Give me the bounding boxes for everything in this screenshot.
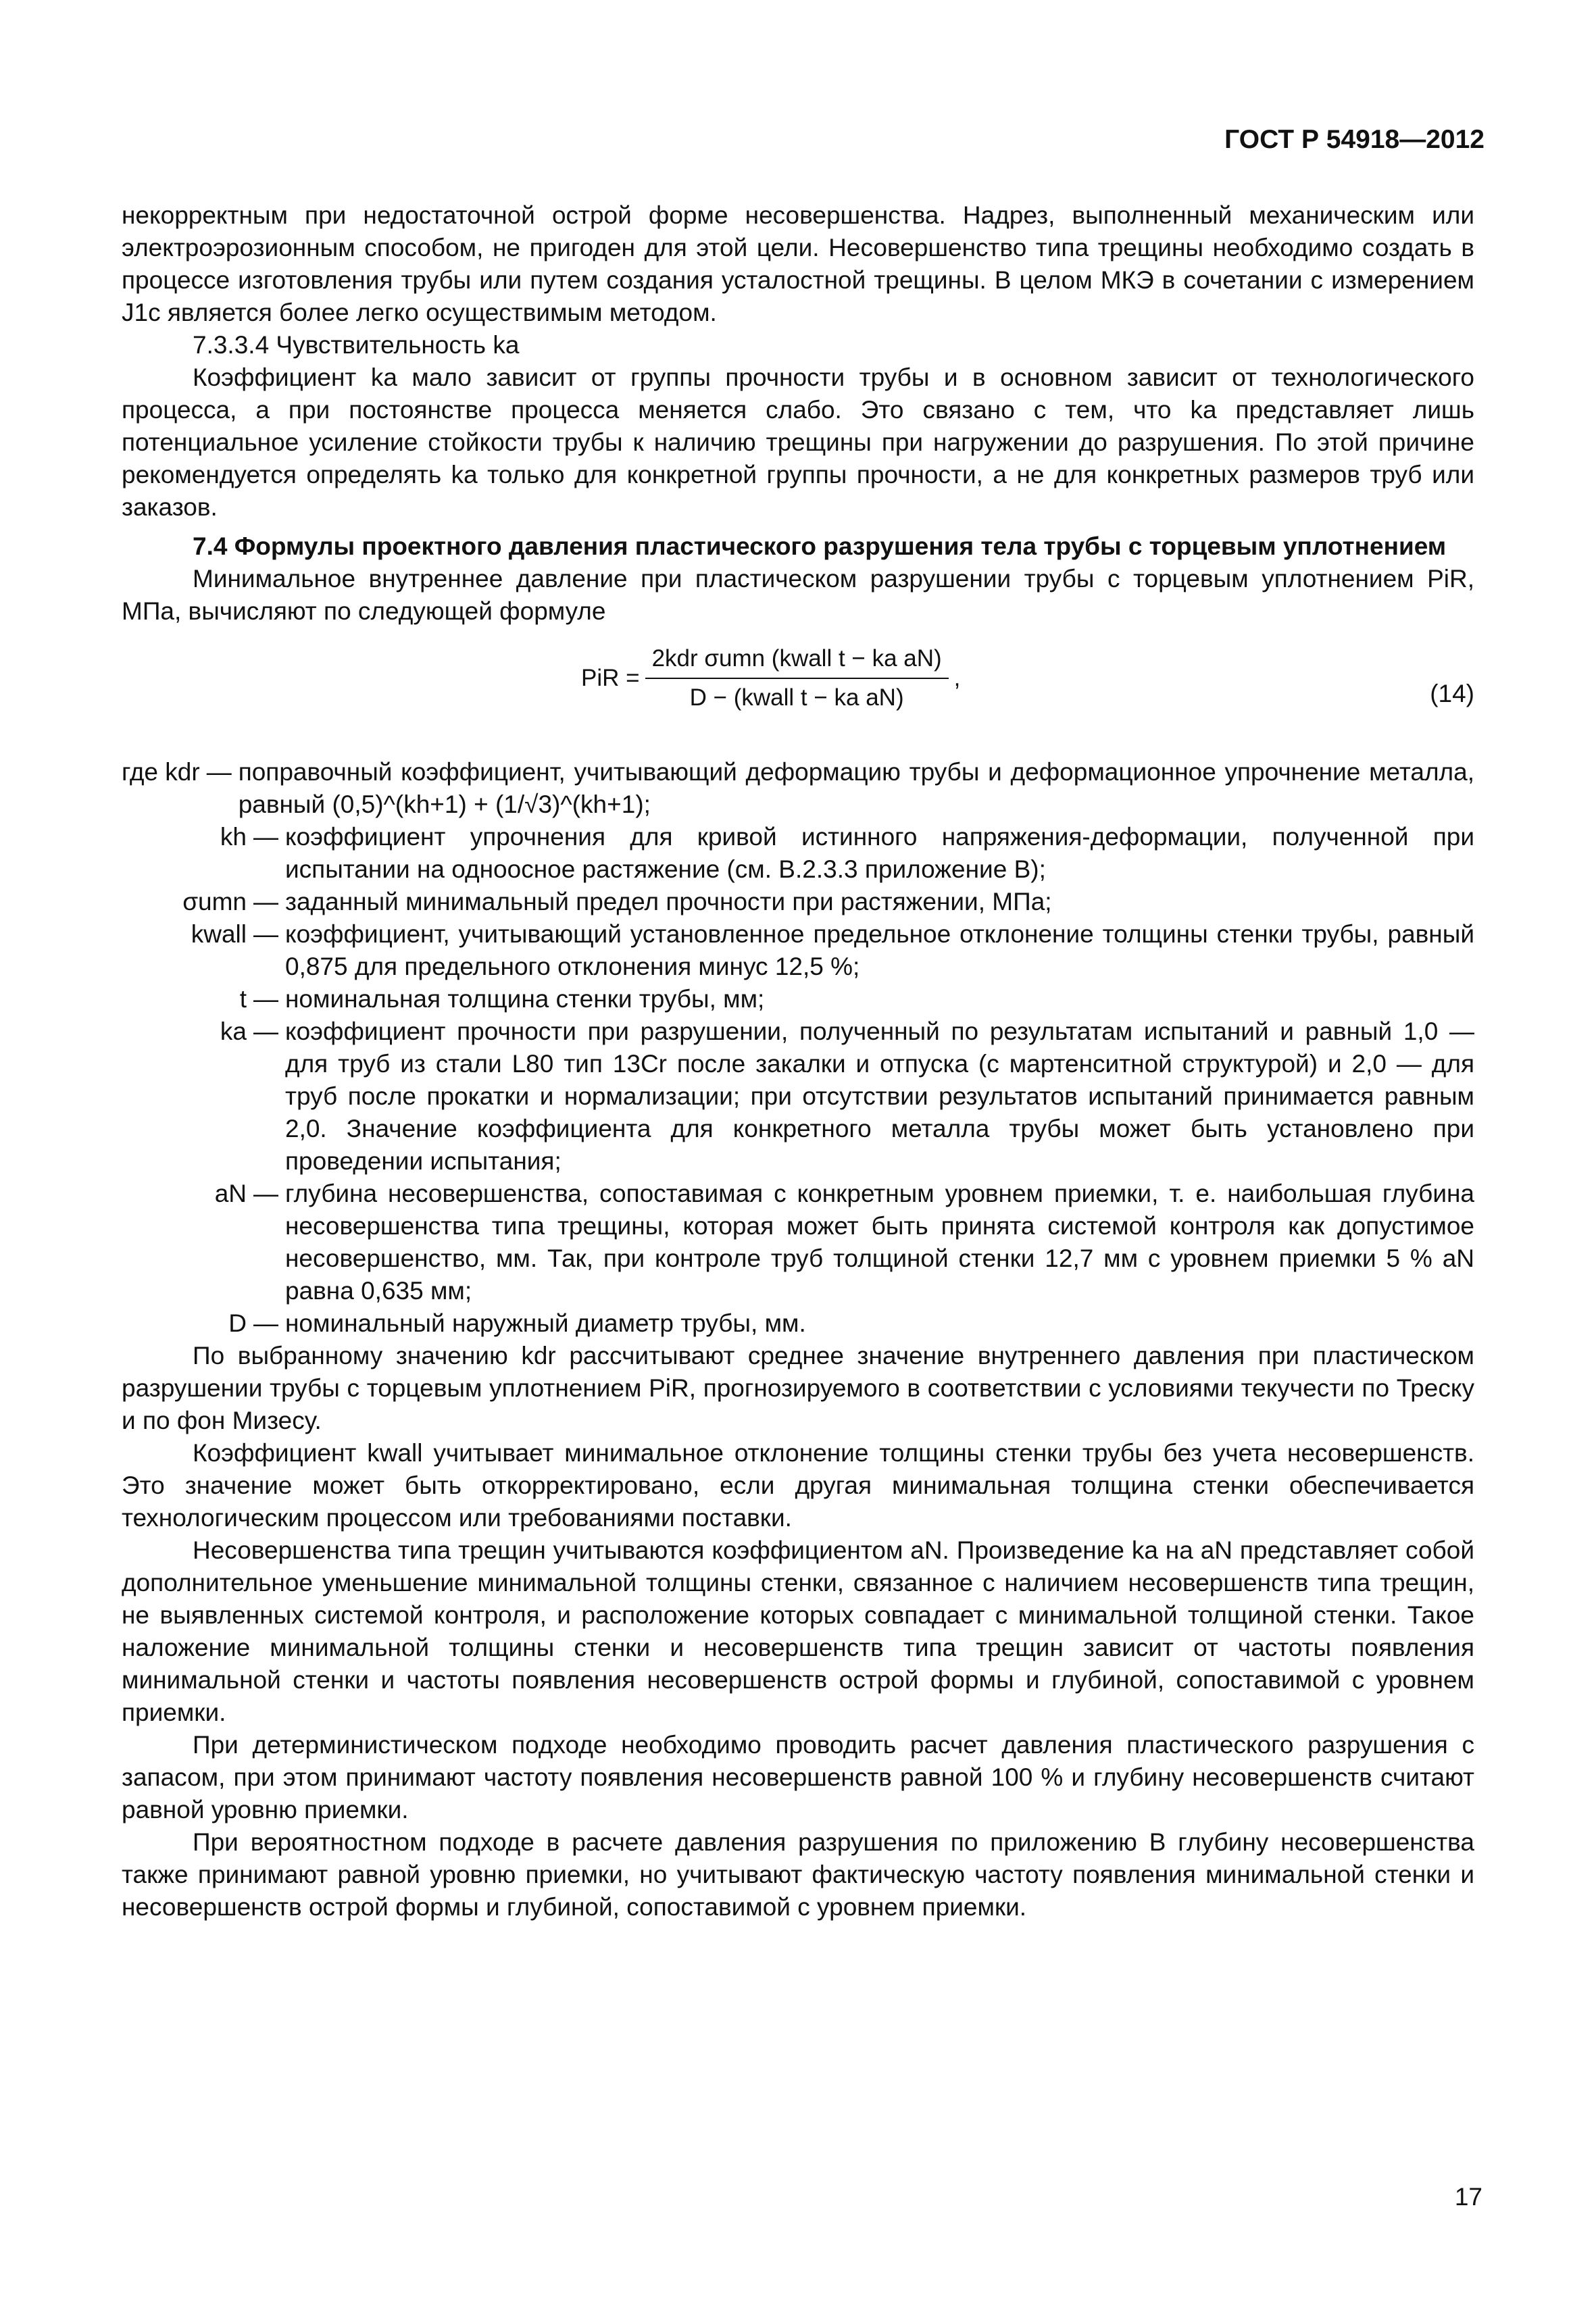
definition-symbol: t — [239, 985, 247, 1013]
standard-id: ГОСТ Р 54918—2012 — [1224, 125, 1485, 154]
formula-numerator: 2kdr σumn (kwall t − ka aN) — [645, 643, 949, 679]
definitions-list — [122, 756, 1474, 1340]
formula-comma: , — [953, 665, 961, 691]
paragraph: Коэффициент kwall учитывает минимальное отклонение толщины стенки трубы без учета несовершенств. Это значение может быть откорректировано, если другая минимальная толщина стенки обеспечивается технологическим процессом или требованиями поставки. — [122, 1439, 1474, 1532]
definition-text: коэффициент упрочнения для кривой истинного напряжения-деформации, полученной при испытании на одноосное растяжение (см. В.2.3.3 приложение В); — [285, 823, 1474, 883]
paragraph: При вероятностном подходе в расчете давления разрушения по приложению В глубину несовершенства также принимают равной уровню приемки, но учитывают фактическую частоту появления минимальной стенки и несовершенств острой формы и глубиной, сопоставимой с уровнем приемки. — [122, 1828, 1474, 1921]
definition-text: поправочный коэффициент, учитывающий деформацию трубы и деформационное упрочнение металла, равный (0,5)^(kh+1) + (1/√3)^(kh+1); — [238, 758, 1474, 818]
definition-symbol: σumn — [182, 888, 247, 915]
definition-text: номинальная толщина стенки трубы, мм; — [285, 985, 765, 1013]
definition-symbol: ka — [220, 1017, 247, 1045]
formula-lhs: PiR = — [581, 665, 640, 691]
definition-text: коэффициент, учитывающий установленное предельное отклонение толщины стенки трубы, равный 0,875 для предельного отклонения минус 12,5 %; — [285, 920, 1474, 980]
definition-dash: — — [253, 888, 278, 915]
document-body — [122, 199, 1474, 1923]
definition-item — [122, 1178, 1474, 1307]
definition-symbol: D — [228, 1309, 247, 1337]
formula-number: (14) — [1430, 680, 1474, 707]
definition-text: глубина несовершенства, сопоставимая с конкретным уровнем приемки, т. е. наибольшая глубина несовершенства типа трещины, которая может быть принята системой контроля как допустимое несовершенство, мм. Так, при контроле труб толщиной стенки 12,7 мм с уровнем приемки 5 % aN равна 0,635 мм; — [285, 1180, 1474, 1305]
definition-text: заданный минимальный предел прочности при растяжении, МПа; — [285, 888, 1052, 915]
formula-block — [122, 630, 1474, 749]
formula-fraction — [645, 643, 949, 714]
definition-symbol: aN — [214, 1180, 247, 1207]
definition-dash: — — [253, 920, 278, 948]
paragraph: Коэффициент ka мало зависит от группы прочности трубы и в основном зависит от технологического процесса, а при постоянстве процесса меняется слабо. Это связано с тем, что ka представляет лишь потенциальное усиление стойкости трубы к наличию трещины при нагружении до разрушения. По этой причине рекомендуется определять ka только для конкретной группы прочности, а не для конкретных размеров труб или заказов. — [122, 363, 1474, 521]
paragraph: некорректным при недостаточной острой форме несовершенства. Надрез, выполненный механическим или электроэрозионным способом, не пригоден для этой цели. Несовершенство типа трещины необходимо создать в процессе изготовления трубы или путем создания усталостной трещины. В целом МКЭ в сочетании с измерением J1c является более легко осуществимым методом. — [122, 201, 1474, 326]
definition-item — [122, 918, 1474, 983]
section-heading: 7.4 Формулы проектного давления пластического разрушения тела трубы с торцевым уплотнением — [193, 532, 1447, 560]
definition-item — [122, 1307, 1474, 1340]
formula — [581, 643, 960, 714]
paragraph: Минимальное внутреннее давление при пластическом разрушении трубы с торцевым уплотнением PiR, МПа, вычисляют по следующей формуле — [122, 565, 1474, 625]
definition-item — [122, 886, 1474, 918]
paragraph: При детерминистическом подходе необходимо проводить расчет давления пластического разрушения с запасом, при этом принимают частоту появления несовершенств равной 100 % и глубину несовершенств считают равной уровню приемки. — [122, 1731, 1474, 1823]
definition-text: коэффициент прочности при разрушении, полученный по результатам испытаний и равный 1,0 — для труб из стали L80 тип 13Cr после закалки и отпуска (с мартенситной структурой) и 2,0 — для труб после прокатки и нормализации; при отсутствии результатов испытаний принимается равным 2,0. Значение коэффициента для конкретного металла трубы может быть установлено при проведении испытания; — [285, 1017, 1474, 1175]
definition-dash: — — [206, 758, 232, 786]
definition-item — [122, 983, 1474, 1015]
definition-symbol: kwall — [191, 920, 247, 948]
paragraph: Несовершенства типа трещин учитываются коэффициентом aN. Произведение ka на aN представляет собой дополнительное уменьшение минимальной толщины стенки, связанное с наличием несовершенств типа трещин, не выявленных системой контроля, и расположение которых совпадает с минимальной толщиной стенки. Такое наложение минимальной толщины стенки и несовершенств типа трещин зависит от частоты появления минимальной стенки и частоты появления несовершенств острой формы и глубиной, сопоставимой с уровнем приемки. — [122, 1536, 1474, 1726]
paragraph: По выбранному значению kdr рассчитывают среднее значение внутреннего давления при пластическом разрушении трубы с торцевым уплотнением PiR, прогнозируемого в соответствии с условиями текучести по Треску и по фон Мизесу. — [122, 1342, 1474, 1434]
definition-dash: — — [253, 985, 278, 1013]
formula-denominator: D − (kwall t − ka aN) — [689, 684, 904, 711]
definition-symbol: kh — [220, 823, 247, 851]
definition-item — [122, 756, 1474, 821]
definition-item — [122, 1015, 1474, 1178]
definition-dash: — — [253, 1180, 278, 1207]
subsection-title: 7.3.3.4 Чувствительность ka — [193, 331, 520, 359]
definition-symbol: где kdr — [122, 758, 200, 786]
definition-text: номинальный наружный диаметр трубы, мм. — [285, 1309, 806, 1337]
definition-item — [122, 821, 1474, 886]
definition-dash: — — [253, 1017, 278, 1045]
page-number: 17 — [1454, 2183, 1482, 2211]
definition-dash: — — [253, 823, 278, 851]
definition-dash: — — [253, 1309, 278, 1337]
